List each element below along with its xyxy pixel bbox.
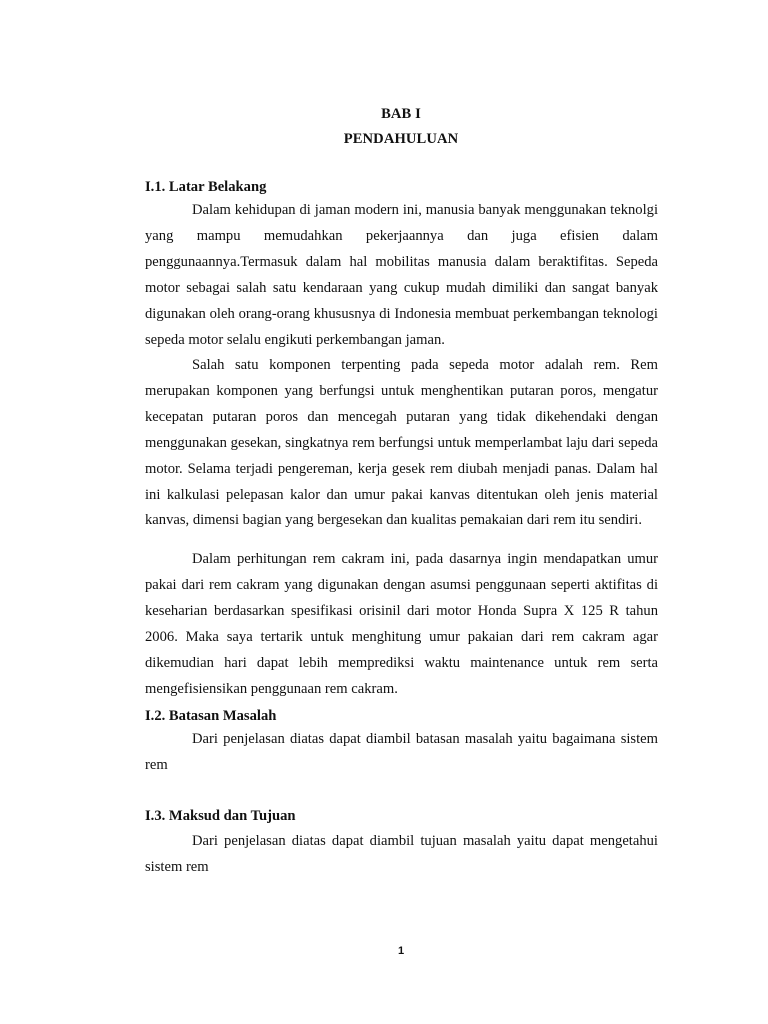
paragraph-latar-belakang-1: Dalam kehidupan di jaman modern ini, manusia banyak menggunakan teknolgi yang mampu memudahkan pekerjaannya dan juga efisien dalam penggunaannya.Termasuk dalam hal mobilitas manusia dalam beraktifitas. Sepeda motor sebagai salah satu kendaraan yang cukup mudah dimiliki dan sangat banyak digunakan oleh orang-orang khususnya di Indonesia membuat perkembangan teknologi sepeda motor selalu engikuti perkembangan jaman. [145,202,658,348]
section-title-latar-belakang: I.1. Latar Belakang [145,179,267,195]
paragraph-maksud-tujuan: Dari penjelasan diatas dapat diambil tujuan masalah yaitu dapat mengetahui sistem rem [145,833,658,875]
section-title-batasan-masalah: I.2. Batasan Masalah [145,708,277,724]
paragraph-latar-belakang-3: Dalam perhitungan rem cakram ini, pada dasarnya ingin mendapatkan umur pakai dari rem cakram yang digunakan dengan asumsi penggunaan seperti aktifitas di keseharian berdasarkan spesifikasi orisinil dari motor Honda Supra X 125 R tahun 2006. Maka saya tertarik untuk menghitung umur pakaian dari rem cakram agar dikemudian hari dapat lebih memprediksi waktu maintenance untuk rem serta mengefisiensikan penggunaan rem cakram. [145,551,658,697]
section-title-maksud-tujuan: I.3. Maksud dan Tujuan [145,808,296,824]
paragraph-latar-belakang-2: Salah satu komponen terpenting pada sepeda motor adalah rem. Rem merupakan komponen yang berfungsi untuk menghentikan putaran poros, mengatur kecepatan putaran poros dan mencegah putaran yang tidak dikehendaki dengan menggunakan gesekan, singkatnya rem berfungsi untuk memperlambat laju dari sepeda motor. Selama terjadi pengereman, kerja gesek rem diubah menjadi panas. Dalam hal ini kalkulasi pelepasan kalor dan umur pakai kanvas ditentukan oleh jenis material kanvas, dimensi bagian yang bergesekan dan kualitas pemakaian dari rem itu sendiri. [145,357,658,529]
chapter-title: PENDAHULUAN [343,131,459,147]
paragraph-batasan-masalah: Dari penjelasan diatas dapat diambil batasan masalah yaitu bagaimana sistem rem [145,731,658,773]
chapter-number: BAB I [381,106,421,122]
page-number: 1 [397,945,405,957]
